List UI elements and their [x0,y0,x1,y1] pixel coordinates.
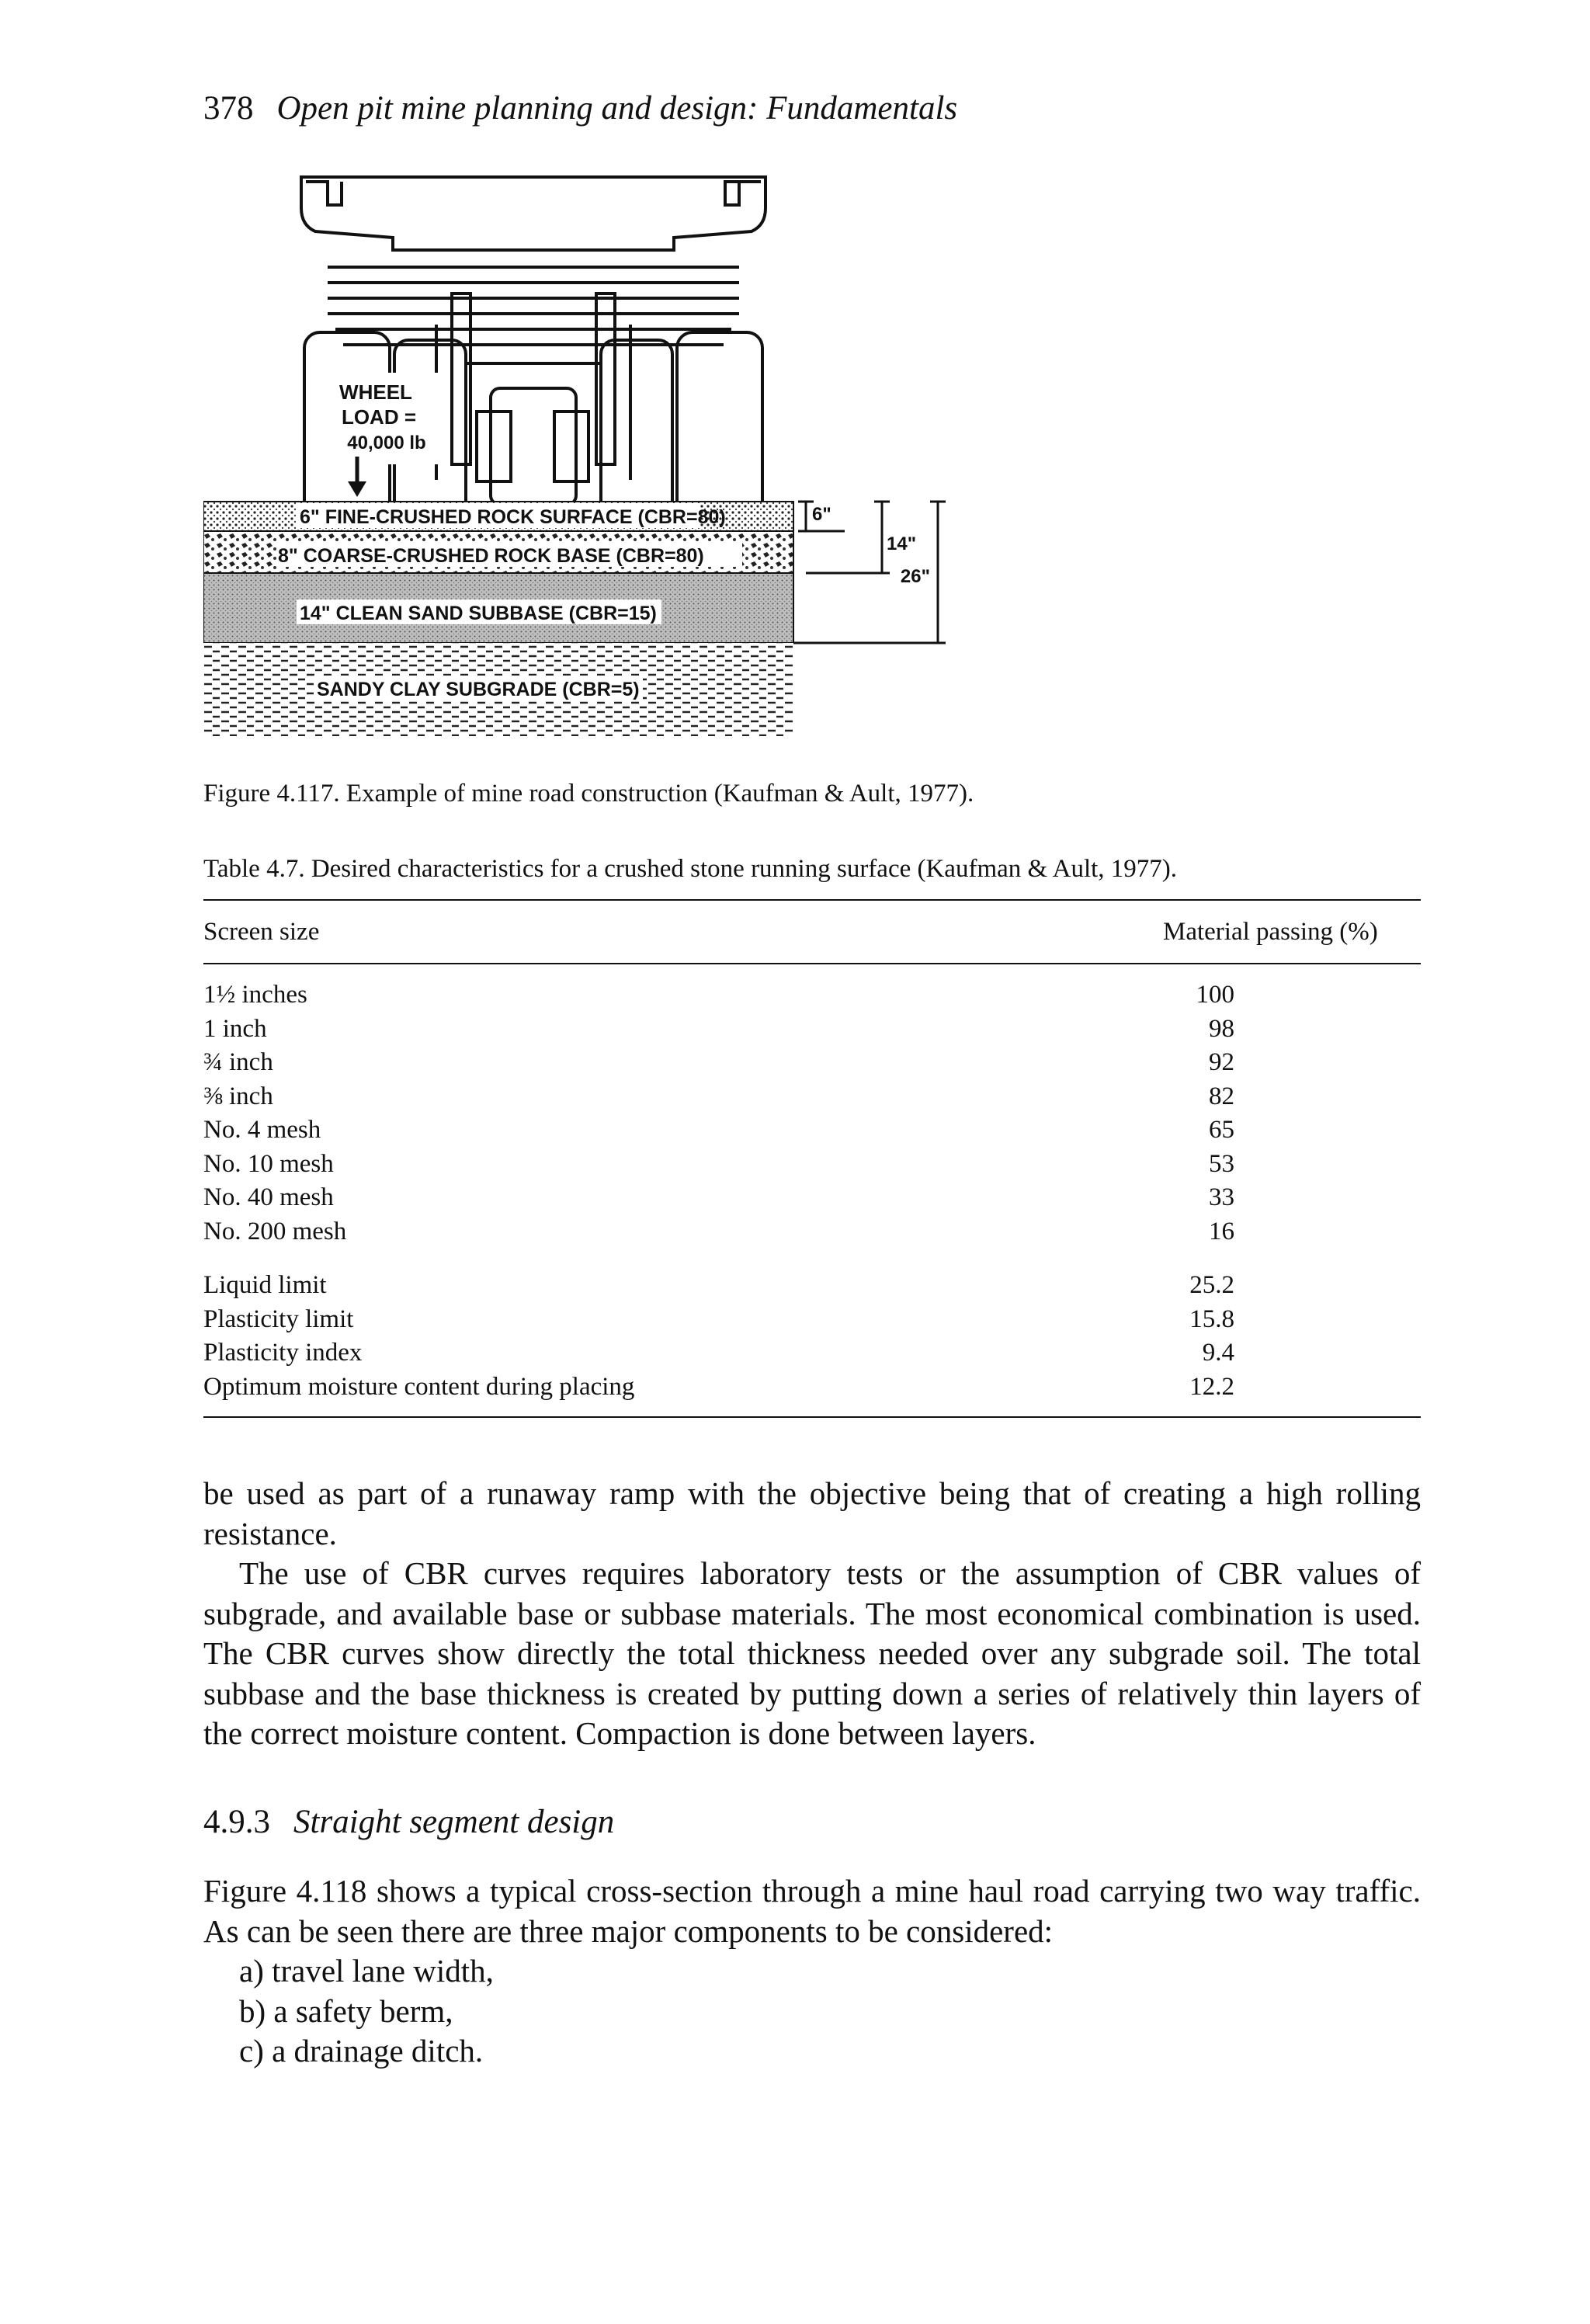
table-row [203,1215,1421,1249]
cell-value: 92 [1209,1048,1234,1076]
cell-screen-size: 1½ inches [203,981,307,1009]
cell-value: 25.2 [1189,1271,1234,1299]
table-row [203,1303,1421,1337]
table-bottom-rule [203,1416,1421,1418]
table-row [203,1046,1421,1080]
cell-property: Optimum moisture content during placing [203,1372,635,1401]
layer-base-label: 8" COARSE-CRUSHED ROCK BASE (CBR=80) [278,545,704,567]
table-row [203,1013,1421,1047]
table-row [203,1080,1421,1114]
table-row [203,1370,1421,1405]
header-screen-size: Screen size [203,918,320,946]
table-stone-characteristics [203,899,1421,1418]
paragraph-cbr-curves [203,1554,1421,1754]
table-header [203,901,1421,963]
table-caption: Table 4.7. Desired characteristics for a crushed stone running surface (Kaufman & Ault, 1977). [203,855,1178,883]
cell-screen-size: No. 40 mesh [203,1183,334,1211]
table-row [203,1269,1421,1303]
figure-road-construction [203,169,980,744]
dimension-26-label: 26" [900,566,930,587]
book-title: Open pit mine planning and design: Fundamentals [276,90,958,127]
paragraph-cbr-curves-text: The use of CBR curves requires laboratory tests or the assumption of CBR values of subgrade, and available base or subbase materials. The most economical combination is used. The CBR curves show directly the total thickness needed over any subgrade soil. The total subbase and the base thickness is created by putting down a series of relatively thin layers of the correct moisture content. Compaction is done between layers. [203,1555,1421,1751]
components-list [239,1951,494,2072]
cell-value: 98 [1209,1014,1234,1043]
cell-value: 65 [1209,1116,1234,1144]
cell-value: 9.4 [1202,1339,1234,1367]
cell-screen-size: No. 200 mesh [203,1217,347,1245]
paragraph-cross-section: Figure 4.118 shows a typical cross-section through a mine haul road carrying two way traffic. As can be seen there are three major components to be considered: [203,1873,1421,1949]
cell-screen-size: No. 4 mesh [203,1116,321,1144]
cell-property: Plasticity index [203,1339,363,1367]
dimension-6-label: 6" [812,504,831,525]
section-number: 4.9.3 [203,1804,270,1840]
table-row [203,1336,1421,1370]
running-head [203,92,957,125]
dimension-14-label: 14" [887,533,917,554]
cell-value: 100 [1196,981,1234,1009]
cell-screen-size: No. 10 mesh [203,1149,334,1178]
layer-subbase-label: 14" CLEAN SAND SUBBASE (CBR=15) [300,603,657,624]
section-title: Straight segment design [293,1804,615,1840]
list-item: a) travel lane width, [239,1953,494,1989]
cell-value: 16 [1209,1217,1234,1245]
cell-value: 33 [1209,1183,1234,1211]
table-row [203,1181,1421,1215]
layer-surface-label: 6" FINE-CRUSHED ROCK SURFACE (CBR=80) [300,506,726,528]
wheel-load-label-3: 40,000 lb [347,432,426,453]
table-row [203,1148,1421,1182]
cell-screen-size: ⅜ inch [203,1082,273,1110]
table-row [203,978,1421,1013]
cell-value: 12.2 [1189,1372,1234,1401]
paragraph-continuation: be used as part of a runaway ramp with the objective being that of creating a high rolling resistance. [203,1475,1421,1551]
cell-value: 15.8 [1189,1304,1234,1333]
page-number: 378 [203,90,254,127]
table-row [203,1113,1421,1148]
cell-value: 53 [1209,1149,1234,1178]
wheel-load-label-1: WHEEL [339,380,412,404]
header-material-passing: Material passing (%) [1163,918,1378,946]
table-group-gap [203,1249,1421,1269]
road-construction-diagram [203,169,980,744]
layer-subgrade-label: SANDY CLAY SUBGRADE (CBR=5) [317,679,640,700]
cell-value: 82 [1209,1082,1234,1110]
cell-screen-size: 1 inch [203,1014,267,1043]
figure-caption: Figure 4.117. Example of mine road construction (Kaufman & Ault, 1977). [203,780,974,808]
cell-property: Liquid limit [203,1271,327,1299]
section-heading [203,1803,614,1841]
wheel-load-label-2: LOAD = [341,405,417,429]
cell-screen-size: ¾ inch [203,1048,273,1076]
list-item: c) a drainage ditch. [239,2033,484,2069]
list-item: b) a safety berm, [239,1992,453,2029]
table-body [203,964,1421,1416]
cell-property: Plasticity limit [203,1304,354,1333]
